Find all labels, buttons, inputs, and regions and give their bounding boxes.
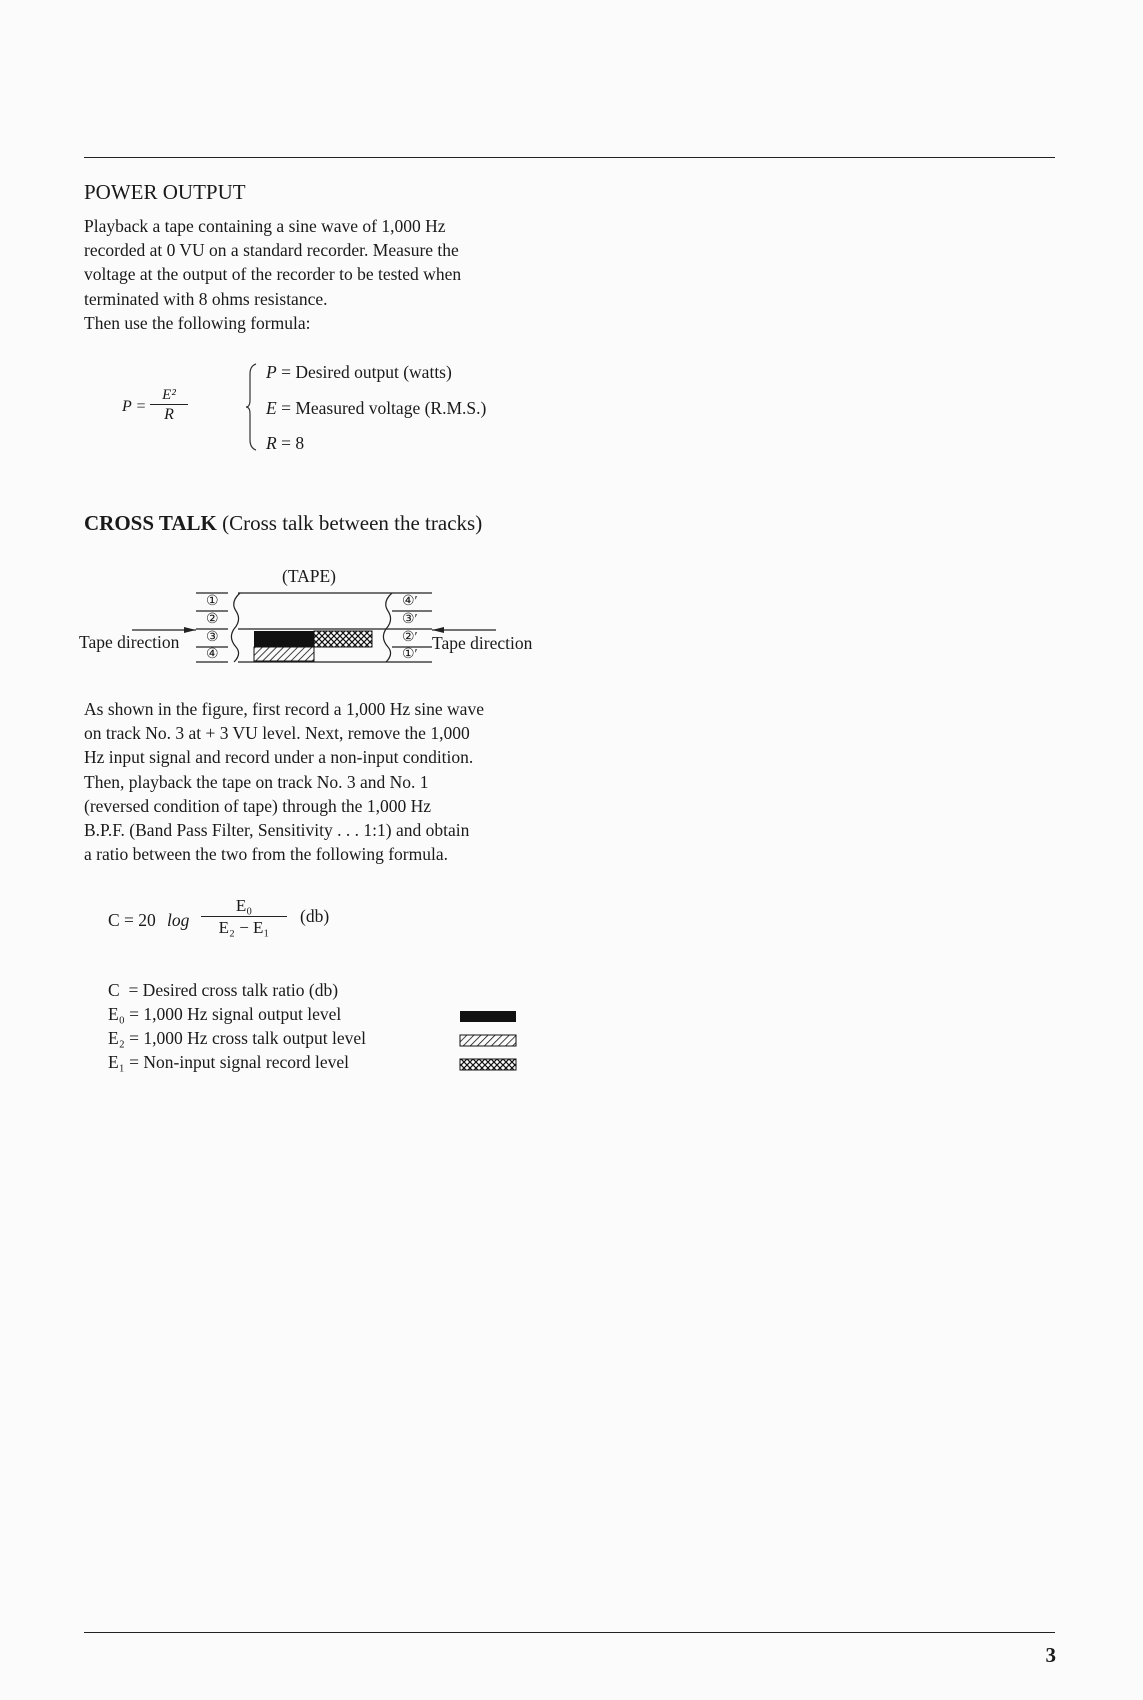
fraction-denominator: E₂ − E₁ [218, 918, 270, 937]
tape-label: (TAPE) [282, 566, 337, 586]
page-number: 3 [1045, 1643, 1056, 1667]
noise-block-e1 [314, 631, 372, 647]
legend-row-e1 [108, 1052, 349, 1073]
paragraph-line: Then, playback the tape on track No. 3 and No. 1 [84, 771, 429, 792]
track-label: ④′ [402, 594, 418, 609]
left-direction-arrowhead [184, 627, 196, 633]
definition-brace [244, 362, 260, 452]
left-tape-direction-label: Tape direction [79, 632, 180, 652]
tape-right-end [383, 593, 392, 662]
fraction-denominator: R [164, 406, 174, 423]
tape-left-end [231, 593, 240, 662]
definition-p [266, 362, 452, 383]
bottom-rule [84, 1632, 1055, 1633]
power-output-heading: POWER OUTPUT [84, 180, 246, 204]
formula-lhs: C = 20 [108, 910, 156, 930]
formula-log: log [167, 910, 190, 930]
paragraph-line: B.P.F. (Band Pass Filter, Sensitivity . . . 1:1) and obtain [84, 820, 470, 841]
definition-symbol: E [266, 398, 277, 418]
track-label: ④ [206, 647, 219, 662]
legend-text: = Non-input signal record level [124, 1052, 349, 1072]
track-label: ③ [206, 630, 219, 645]
legend-symbol: E₀ [108, 1004, 125, 1024]
paragraph-line: on track No. 3 at + 3 VU level. Next, remove the 1,000 [84, 723, 470, 744]
track-label: ②′ [402, 630, 418, 645]
definition-symbol: P [266, 362, 277, 382]
power-output-paragraph [84, 214, 544, 335]
right-tape-direction-label: Tape direction [432, 633, 533, 653]
fraction-numerator: E² [162, 387, 176, 403]
cross-talk-title-bold: CROSS TALK [84, 511, 217, 535]
track-label: ③′ [402, 612, 418, 627]
formula-unit: (db) [300, 906, 330, 926]
legend-symbol: C [108, 980, 120, 1000]
cross-talk-heading [84, 511, 482, 536]
power-fraction [150, 386, 188, 425]
swatch-diagonal-hatch [460, 1035, 516, 1046]
track-label: ② [206, 612, 219, 627]
paragraph-line: Playback a tape containing a sine wave of 1,000 Hz [84, 216, 446, 236]
legend-text: = 1,000 Hz cross talk output level [124, 1028, 367, 1048]
definition-r [266, 433, 304, 454]
signal-block-e0 [254, 631, 314, 647]
paragraph-line: recorded at 0 VU on a standard recorder. Measure the [84, 240, 459, 261]
track-label: ① [206, 594, 219, 609]
legend-symbol: E₁ [108, 1052, 125, 1072]
top-rule [84, 157, 1055, 158]
cross-talk-paragraph [84, 697, 545, 866]
cross-talk-title-rest: (Cross talk between the tracks) [216, 511, 483, 535]
paragraph-line: a ratio between the two from the following formula. [84, 844, 448, 865]
legend-text: = Desired cross talk ratio (db) [119, 980, 339, 1000]
track-label: ①′ [402, 647, 418, 662]
definition-text: = Desired output (watts) [276, 362, 452, 382]
swatch-cross-hatch [460, 1059, 516, 1070]
legend-symbol: E₂ [108, 1028, 125, 1048]
cross-talk-fraction [201, 896, 287, 939]
legend-row-e0 [108, 1004, 341, 1025]
definition-e [266, 398, 486, 419]
paragraph-line: (reversed condition of tape) through the 1,000 Hz [84, 795, 431, 816]
paragraph-line: Then use the following formula: [84, 312, 311, 333]
swatch-solid-black [460, 1011, 516, 1022]
legend-row-e2 [108, 1028, 366, 1049]
paragraph-line: voltage at the output of the recorder to be tested when [84, 264, 462, 285]
crosstalk-block-e2 [254, 647, 314, 661]
definition-text: = 8 [276, 433, 305, 453]
definition-symbol: R [266, 433, 277, 453]
paragraph-line: As shown in the figure, first record a 1,000 Hz sine wave [84, 699, 484, 719]
legend-swatches [458, 1008, 520, 1076]
formula-lhs: P = [122, 398, 147, 415]
paragraph-line: terminated with 8 ohms resistance. [84, 288, 328, 309]
legend-row-c [108, 980, 338, 1001]
fraction-numerator: E₀ [235, 896, 253, 915]
paragraph-line: Hz input signal and record under a non-input condition. [84, 747, 474, 768]
definition-text: = Measured voltage (R.M.S.) [276, 398, 487, 418]
legend-text: = 1,000 Hz signal output level [124, 1004, 342, 1024]
